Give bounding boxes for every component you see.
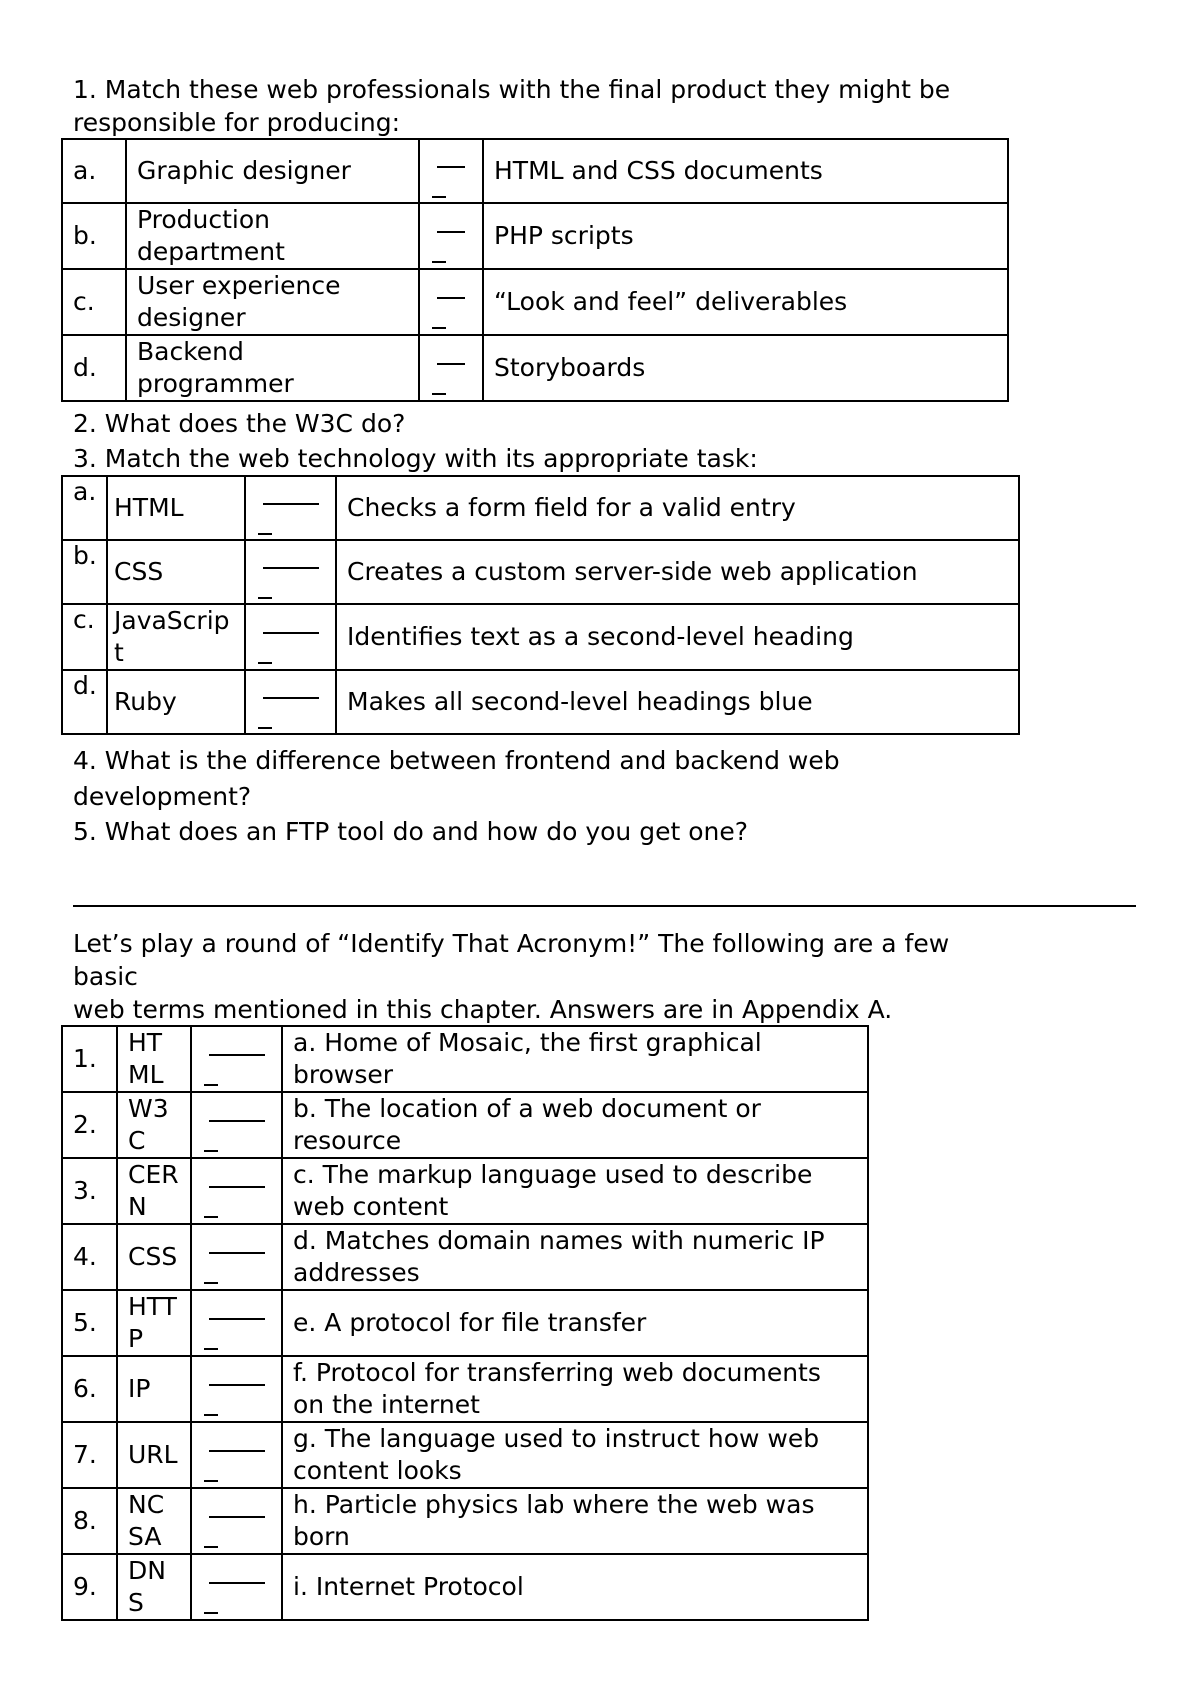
question-1-line-1: 1. Match these web professionals with the final product they might be xyxy=(73,75,951,104)
table-row xyxy=(62,1224,868,1290)
question-5: 5. What does an FTP tool do and how do you get one? xyxy=(73,817,748,846)
row-number: 8. xyxy=(62,1488,117,1554)
table-row xyxy=(62,1422,868,1488)
acronym-table xyxy=(61,1025,869,1621)
final-product: Storyboards xyxy=(483,335,1008,401)
technology-task: Checks a form field for a valid entry xyxy=(336,476,1019,540)
question-4-line-1: 4. What is the difference between frontend and backend web xyxy=(73,746,840,775)
acronym-term: CSS xyxy=(117,1224,191,1290)
acronym-definition: a. Home of Mosaic, the first graphical browser xyxy=(282,1026,868,1092)
answer-blank[interactable] xyxy=(245,604,336,670)
professional-role: Production department xyxy=(126,203,419,269)
row-number: 9. xyxy=(62,1554,117,1620)
professional-role: User experience designer xyxy=(126,269,419,335)
row-letter: a. xyxy=(62,476,107,540)
professional-role: Backend programmer xyxy=(126,335,419,401)
acronym-term: HTTP xyxy=(117,1290,191,1356)
table-row xyxy=(62,1290,868,1356)
technology-table xyxy=(61,475,1020,735)
acronym-term: CERN xyxy=(117,1158,191,1224)
acronym-definition: g. The language used to instruct how web content looks xyxy=(282,1422,868,1488)
row-letter: b. xyxy=(62,540,107,604)
acronym-term: HTML xyxy=(117,1026,191,1092)
table-row xyxy=(62,540,1019,604)
row-letter: d. xyxy=(62,335,126,401)
answer-blank[interactable] xyxy=(191,1488,282,1554)
answer-blank[interactable] xyxy=(191,1290,282,1356)
answer-blank[interactable] xyxy=(191,1224,282,1290)
technology-task: Creates a custom server-side web application xyxy=(336,540,1019,604)
acronym-definition: e. A protocol for file transfer xyxy=(282,1290,868,1356)
acronym-intro-line-3: web terms mentioned in this chapter. Answers are in Appendix A. xyxy=(73,995,893,1024)
answer-blank[interactable] xyxy=(245,670,336,734)
row-letter: c. xyxy=(62,604,107,670)
table-row xyxy=(62,604,1019,670)
answer-blank[interactable] xyxy=(191,1026,282,1092)
acronym-definition: f. Protocol for transferring web documents on the internet xyxy=(282,1356,868,1422)
row-number: 5. xyxy=(62,1290,117,1356)
acronym-term: NCSA xyxy=(117,1488,191,1554)
table-row xyxy=(62,1026,868,1092)
table-row xyxy=(62,1158,868,1224)
answer-blank[interactable] xyxy=(245,476,336,540)
question-3: 3. Match the web technology with its appropriate task: xyxy=(73,444,758,473)
acronym-definition: d. Matches domain names with numeric IP addresses xyxy=(282,1224,868,1290)
section-divider xyxy=(73,905,1136,907)
acronym-term: W3C xyxy=(117,1092,191,1158)
final-product: “Look and feel” deliverables xyxy=(483,269,1008,335)
question-2: 2. What does the W3C do? xyxy=(73,409,406,438)
technology-name: HTML xyxy=(107,476,245,540)
answer-blank[interactable] xyxy=(419,203,483,269)
table-row xyxy=(62,269,1008,335)
answer-blank[interactable] xyxy=(191,1356,282,1422)
row-letter: d. xyxy=(62,670,107,734)
row-number: 3. xyxy=(62,1158,117,1224)
acronym-intro-line-2: basic xyxy=(73,962,138,991)
row-number: 2. xyxy=(62,1092,117,1158)
table-row xyxy=(62,1488,868,1554)
acronym-intro-line-1: Let’s play a round of “Identify That Acronym!” The following are a few xyxy=(73,929,950,958)
question-4-line-2: development? xyxy=(73,782,252,811)
technology-name: Ruby xyxy=(107,670,245,734)
answer-blank[interactable] xyxy=(419,269,483,335)
table-row xyxy=(62,1356,868,1422)
acronym-term: DNS xyxy=(117,1554,191,1620)
answer-blank[interactable] xyxy=(191,1092,282,1158)
answer-blank[interactable] xyxy=(245,540,336,604)
row-number: 6. xyxy=(62,1356,117,1422)
answer-blank[interactable] xyxy=(191,1554,282,1620)
row-letter: c. xyxy=(62,269,126,335)
acronym-definition: i. Internet Protocol xyxy=(282,1554,868,1620)
acronym-term: IP xyxy=(117,1356,191,1422)
answer-blank[interactable] xyxy=(191,1158,282,1224)
answer-blank[interactable] xyxy=(419,139,483,203)
table-row xyxy=(62,1554,868,1620)
row-number: 1. xyxy=(62,1026,117,1092)
table-row xyxy=(62,1092,868,1158)
row-number: 4. xyxy=(62,1224,117,1290)
acronym-term: URL xyxy=(117,1422,191,1488)
row-letter: b. xyxy=(62,203,126,269)
acronym-definition: h. Particle physics lab where the web was born xyxy=(282,1488,868,1554)
row-number: 7. xyxy=(62,1422,117,1488)
answer-blank[interactable] xyxy=(419,335,483,401)
professional-role: Graphic designer xyxy=(126,139,419,203)
acronym-definition: c. The markup language used to describe web content xyxy=(282,1158,868,1224)
table-row xyxy=(62,335,1008,401)
table-row xyxy=(62,476,1019,540)
answer-blank[interactable] xyxy=(191,1422,282,1488)
table-row xyxy=(62,203,1008,269)
technology-task: Makes all second-level headings blue xyxy=(336,670,1019,734)
technology-task: Identifies text as a second-level heading xyxy=(336,604,1019,670)
final-product: PHP scripts xyxy=(483,203,1008,269)
professionals-table xyxy=(61,138,1009,402)
technology-name: JavaScript xyxy=(107,604,245,670)
question-1-line-2: responsible for producing: xyxy=(73,108,401,137)
row-letter: a. xyxy=(62,139,126,203)
final-product: HTML and CSS documents xyxy=(483,139,1008,203)
table-row xyxy=(62,670,1019,734)
technology-name: CSS xyxy=(107,540,245,604)
table-row xyxy=(62,139,1008,203)
acronym-definition: b. The location of a web document or resource xyxy=(282,1092,868,1158)
